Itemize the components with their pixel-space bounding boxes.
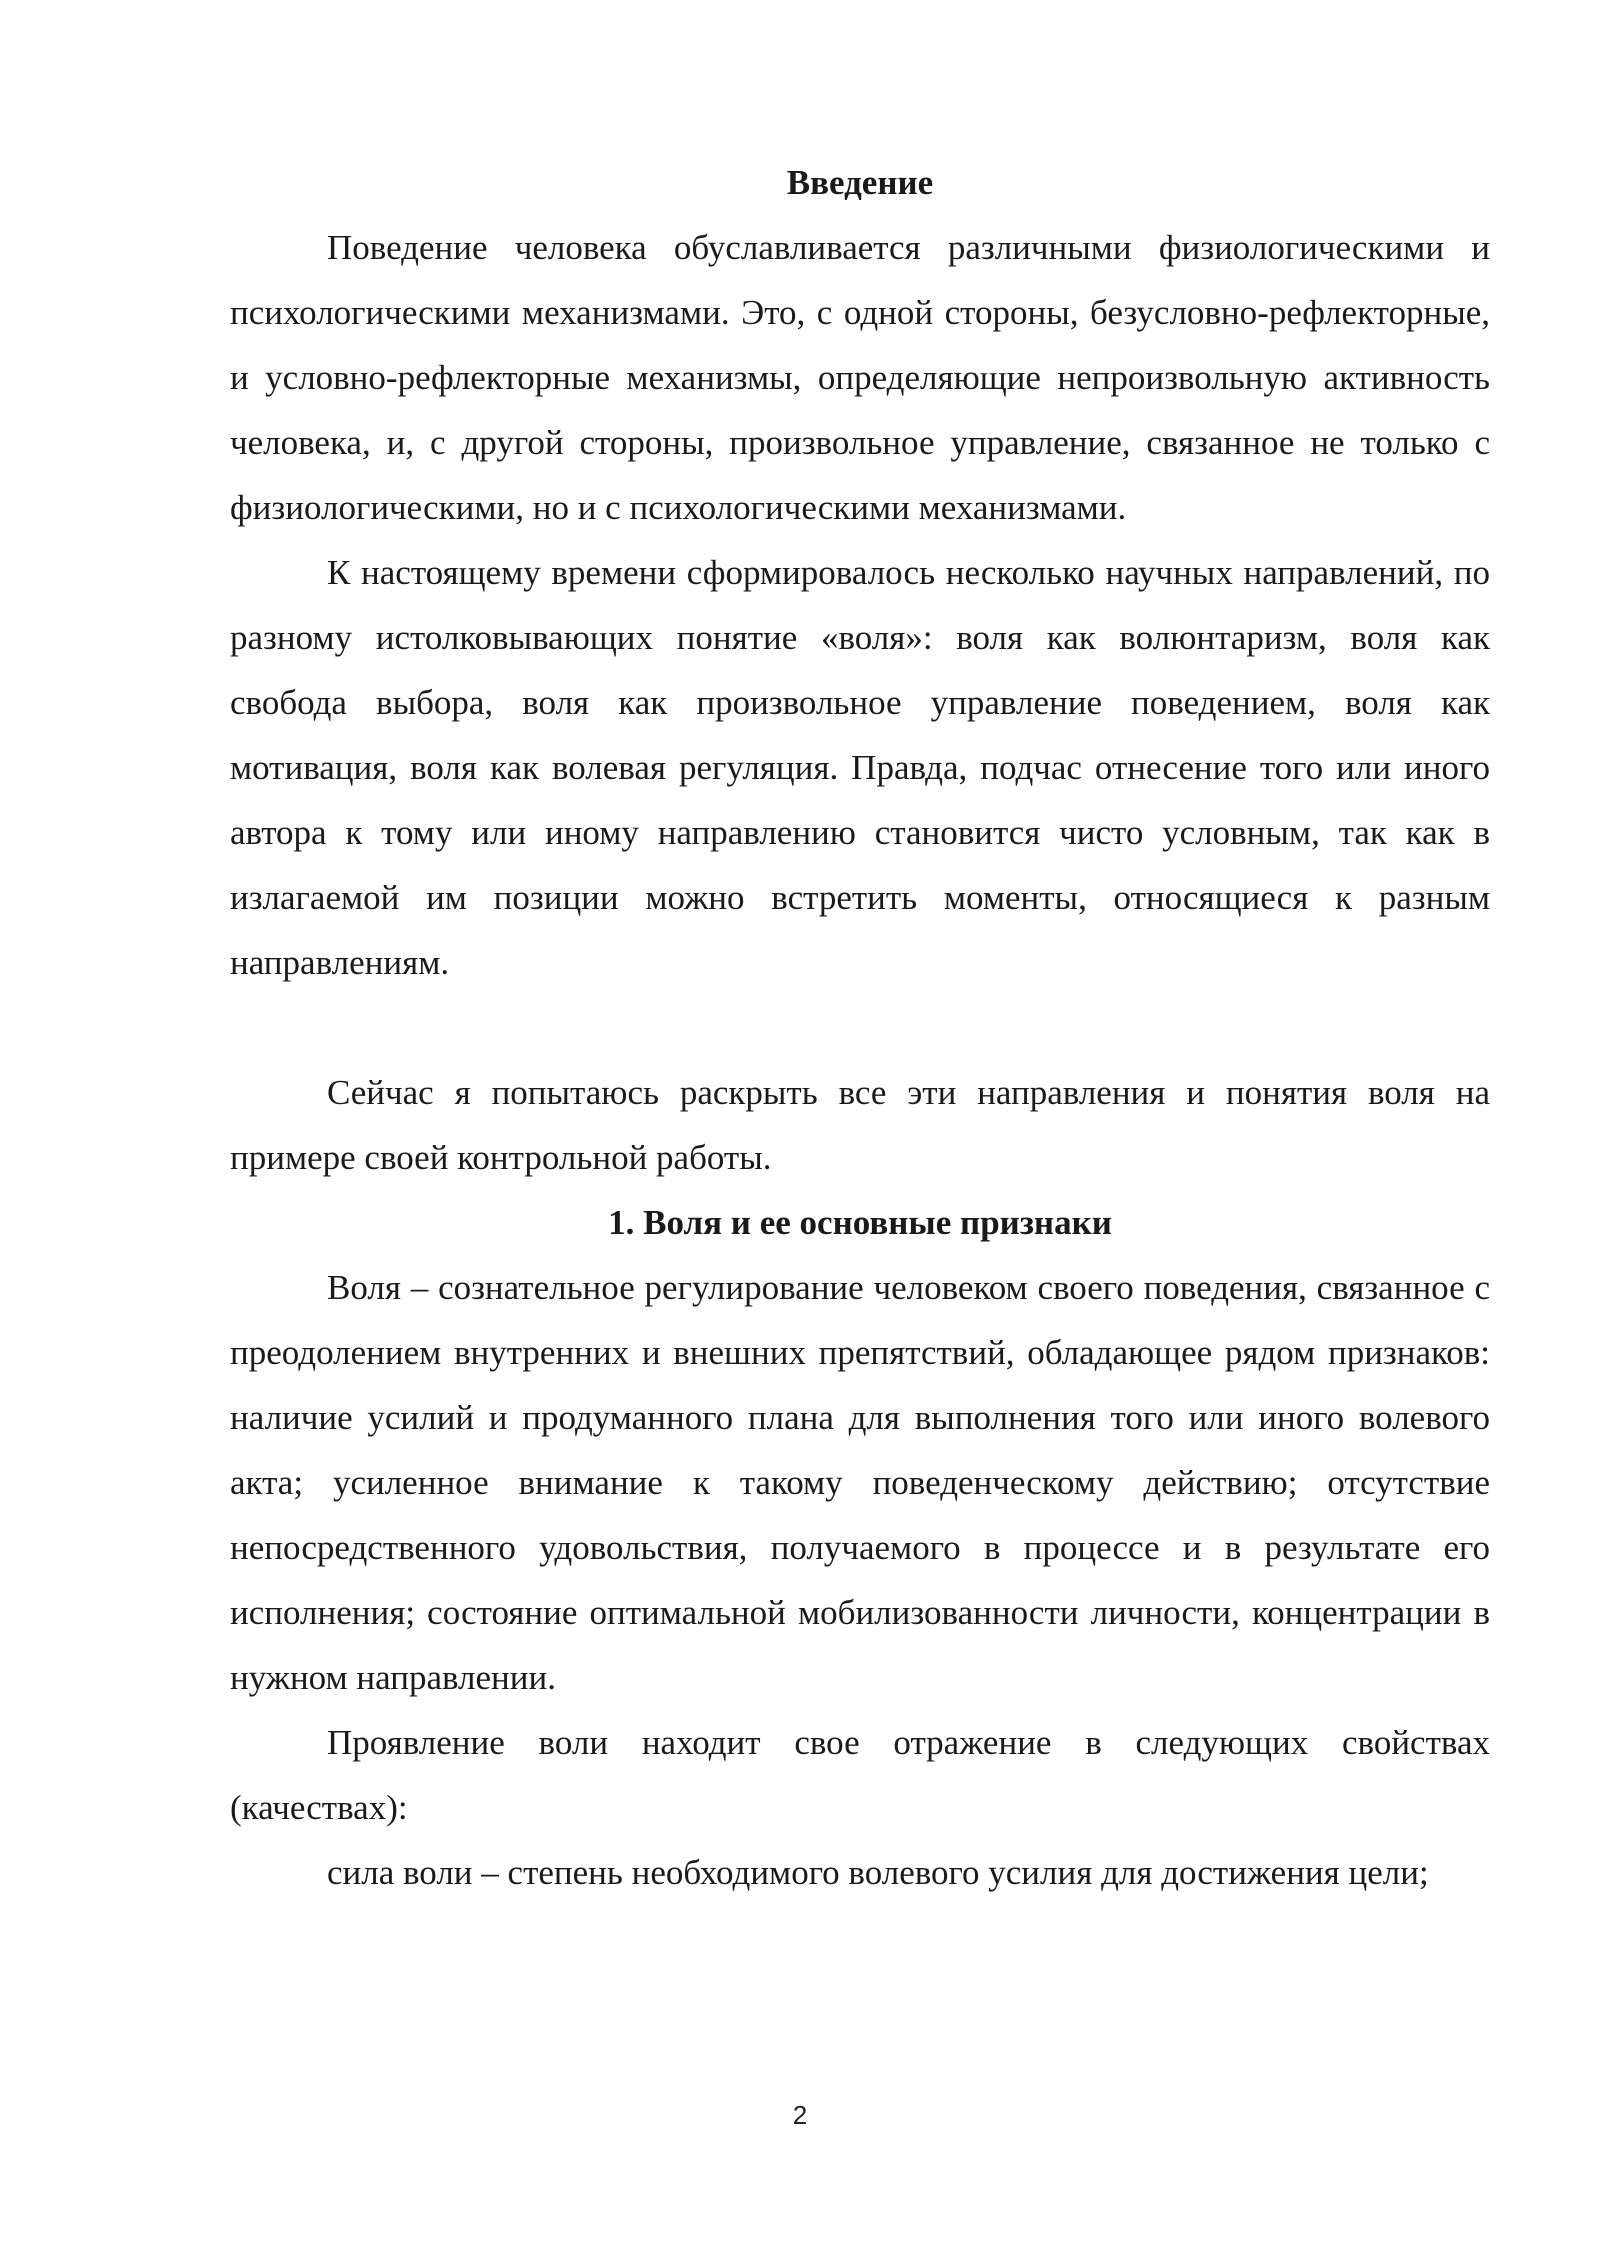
section-1-heading: 1. Воля и ее основные признаки	[608, 1203, 1112, 1242]
page-title: Введение	[786, 163, 934, 202]
page-content	[230, 150, 1490, 1905]
intro-paragraph-2: К настоящему времени сформировалось несколько научных направлений, по разному истолковывающих понятие «воля»: воля как волюнтаризм, воля как свобода выбора, воля как произвольное управление поведением, воля как мотивация, воля как волевая регуляция. Правда, подчас отнесение того или иного автора к тому или иному направлению становится чисто условным, так как в излагаемой им позиции можно встретить моменты, относящиеся к разным направлениям.	[230, 553, 1490, 982]
page-number: 2	[792, 2100, 808, 2130]
intro-paragraph-3: Сейчас я попытаюсь раскрыть все эти направления и понятия воля на примере своей контрольной работы.	[230, 1073, 1490, 1177]
section-1-paragraph-1: Воля – сознательное регулирование человеком своего поведения, связанное с преодолением внутренних и внешних препятствий, обладающее рядом признаков: наличие усилий и продуманного плана для выполнения того или иного волевого акта; усиленное внимание к такому поведенческому действию; отсутствие непосредственного удовольствия, получаемого в процессе и в результате его исполнения; состояние оптимальной мобилизованности личности, концентрации в нужном направлении.	[230, 1268, 1490, 1697]
intro-paragraph-1: Поведение человека обуславливается различными физиологическими и психологическими механизмами. Это, с одной стороны, безусловно-рефлекторные, и условно-рефлекторные механизмы, определяющие непроизвольную активность человека, и, с другой стороны, произвольное управление, связанное не только с физиологическими, но и с психологическими механизмами.	[230, 228, 1490, 527]
section-1-paragraph-3: сила воли – степень необходимого волевого усилия для достижения цели;	[327, 1853, 1429, 1892]
section-1-paragraph-2: Проявление воли находит свое отражение в следующих свойствах (качествах):	[230, 1723, 1490, 1827]
paragraph-spacer	[230, 995, 1490, 1060]
